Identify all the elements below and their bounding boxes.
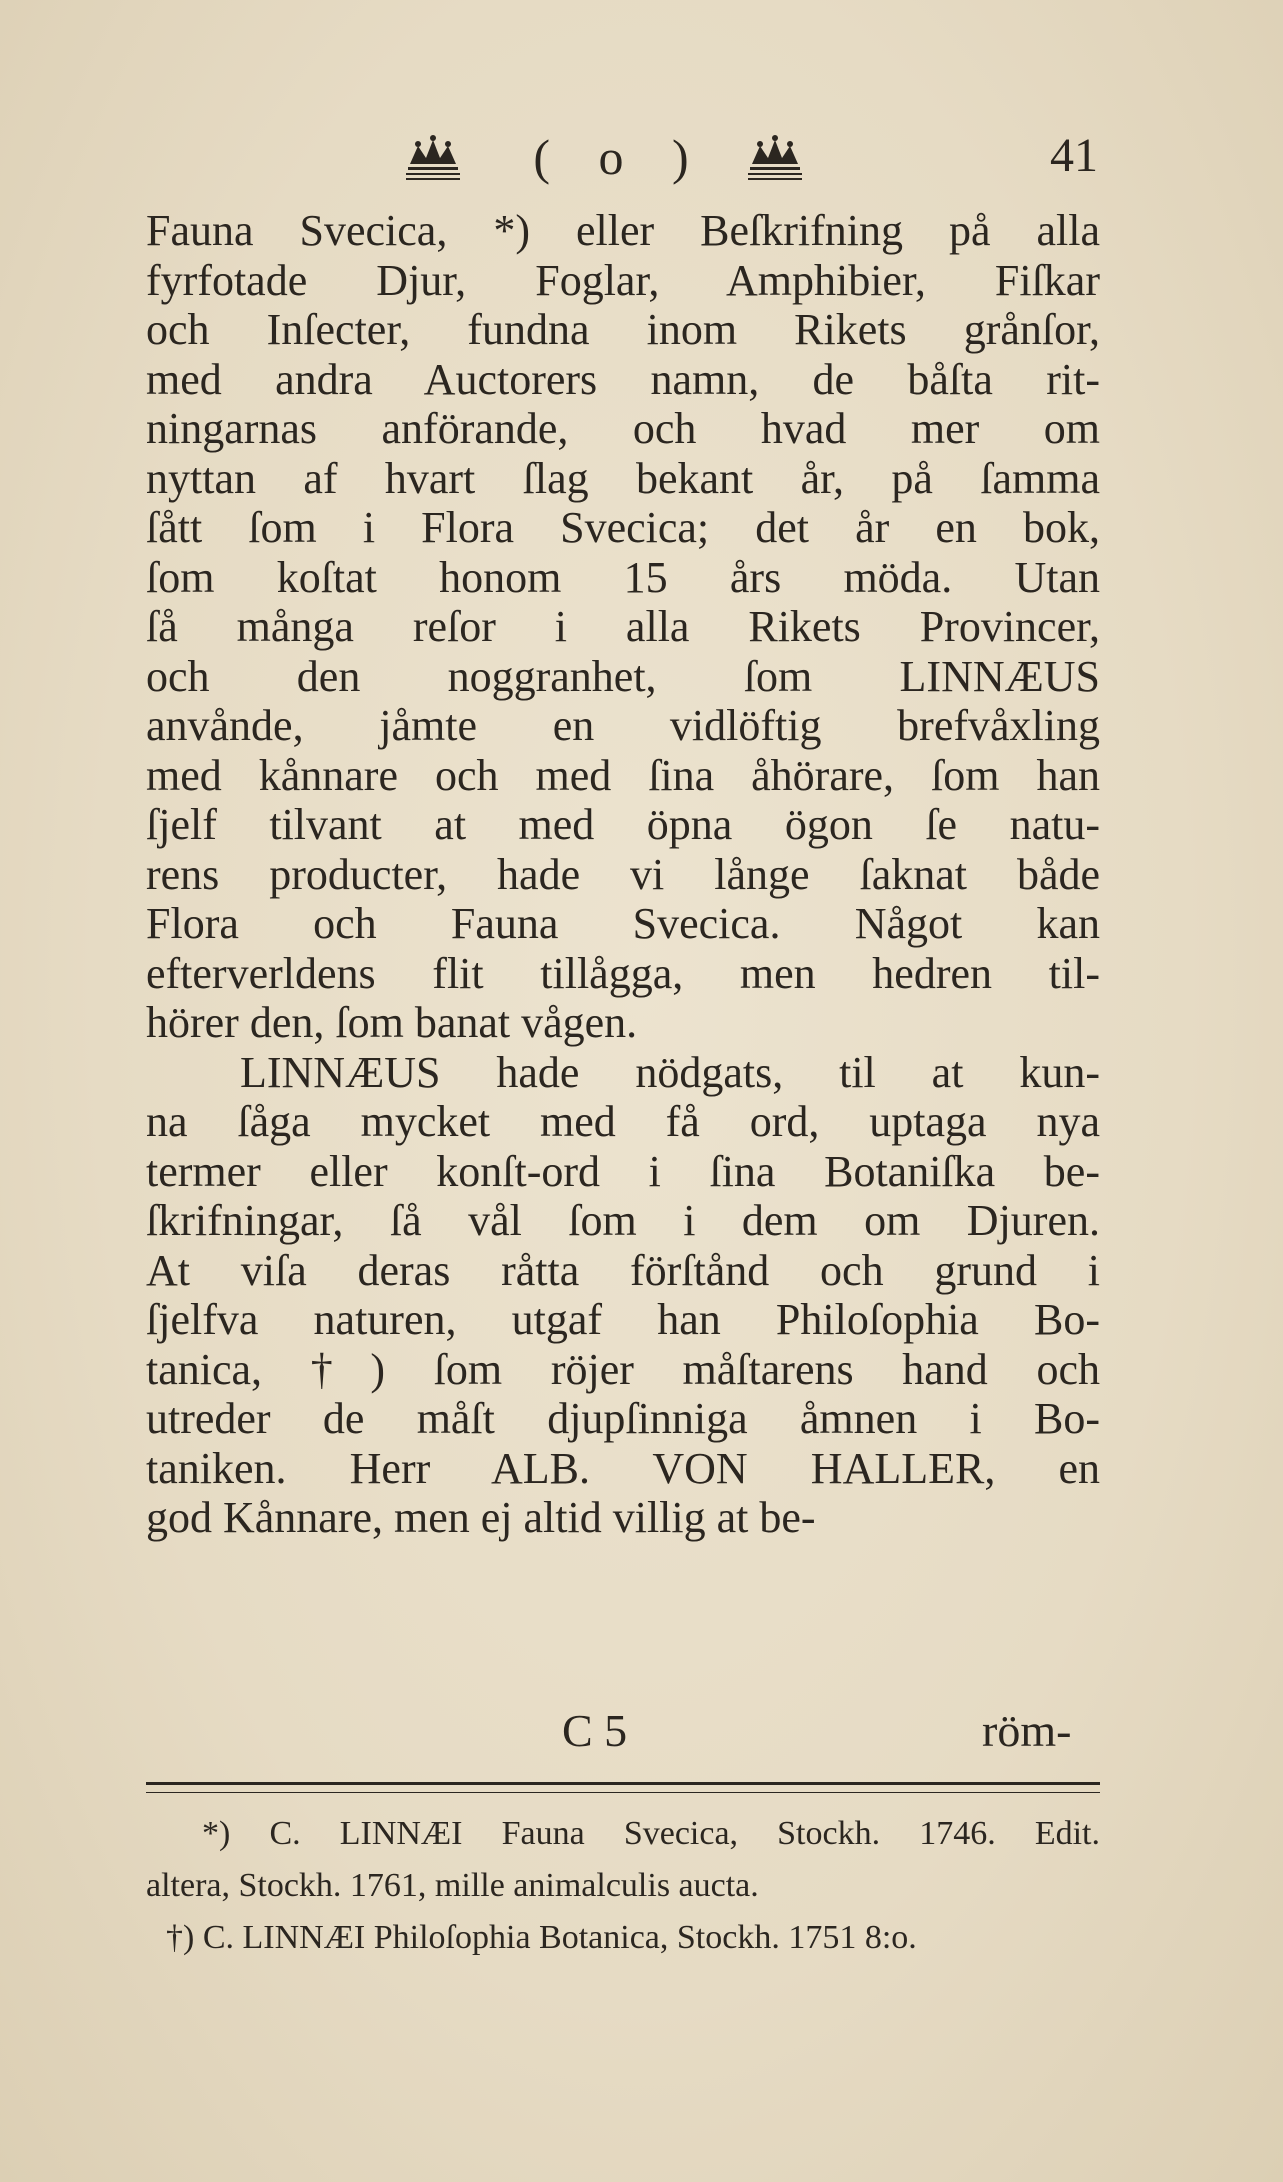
text-line: tanica, †) ſom röjer måſtarens hand och xyxy=(146,1344,1100,1394)
catch-line xyxy=(0,1704,1283,1764)
text-line: efterverldens flit tillågga, men hedren til- xyxy=(146,948,1100,998)
crown-ornament-icon xyxy=(404,134,462,186)
text-line: rens producter, hade vi långe ſaknat både xyxy=(146,849,1100,899)
signature-mark: C 5 xyxy=(562,1705,628,1756)
text-line: med andra Auctorers namn, de båſta rit- xyxy=(146,354,1100,404)
text-line: god Kånnare, men ej altid villig at be- xyxy=(146,1493,816,1542)
footnote-line: †) C. LINNÆI Philoſophia Botanica, Stockh. 1751 8:o. xyxy=(166,1919,917,1956)
text-line: ſjelf tilvant at med öpna ögon ſe natu- xyxy=(146,800,1100,849)
text-line: utreder de måſt djupſinniga åmnen i Bo- xyxy=(146,1394,1100,1443)
text-line: anvånde, jåmte en vidlöftig brefvåxling xyxy=(146,701,1100,750)
footnote-line: *) C. LINNÆI Fauna Svecica, Stockh. 1746. Edit. xyxy=(202,1815,1100,1852)
text-line: och den noggranhet, ſom LINNÆUS xyxy=(146,651,1100,701)
text-line: LINNÆUS hade nödgats, til at kun- xyxy=(240,1047,1100,1097)
text-line: taniken. Herr ALB. VON HALLER, en xyxy=(146,1443,1100,1493)
page-header xyxy=(0,128,1283,198)
text-line: Fauna Svecica, *) eller Beſkrifning på alla xyxy=(146,206,1100,255)
text-line: med kånnare och med ſina åhörare, ſom han xyxy=(146,750,1100,800)
text-line: nyttan af hvart ſlag bekant år, på ſamma xyxy=(146,453,1100,503)
text-line: hörer den, ſom banat vågen. xyxy=(146,998,638,1047)
text-line: ſom koſtat honom 15 års möda. Utan xyxy=(146,552,1100,602)
text-line: fyrfotade Djur, Foglar, Amphibier, Fiſkar xyxy=(146,255,1100,305)
page-marker: ( o ) xyxy=(533,129,707,185)
footnotes xyxy=(146,1808,1100,1964)
text-line: Flora och Fauna Svecica. Något kan xyxy=(146,899,1100,948)
page-number: 41 xyxy=(1050,129,1098,182)
crown-ornament-icon xyxy=(746,134,804,186)
main-text xyxy=(146,206,1100,1543)
text-line: termer eller konſt-ord i ſina Botaniſka be- xyxy=(146,1146,1100,1196)
text-line: ſå många reſor i alla Rikets Provincer, xyxy=(146,602,1100,651)
text-line: ſjelfva naturen, utgaf han Philoſophia Bo- xyxy=(146,1295,1100,1344)
text-line: ningarnas anförande, och hvad mer om xyxy=(146,404,1100,453)
footnote-rule xyxy=(146,1782,1100,1793)
catchword: röm- xyxy=(982,1705,1072,1756)
text-line: At viſa deras råtta förſtånd och grund i xyxy=(146,1245,1100,1295)
text-line: och Inſecter, fundna inom Rikets grånſor, xyxy=(146,305,1100,354)
footnote-line: altera, Stockh. 1761, mille animalculis aucta. xyxy=(146,1867,759,1904)
text-line: ſått ſom i Flora Svecica; det år en bok, xyxy=(146,503,1100,552)
text-line: na ſåga mycket med få ord, uptaga nya xyxy=(146,1097,1100,1146)
text-line: ſkrifningar, ſå vål ſom i dem om Djuren. xyxy=(146,1196,1100,1245)
